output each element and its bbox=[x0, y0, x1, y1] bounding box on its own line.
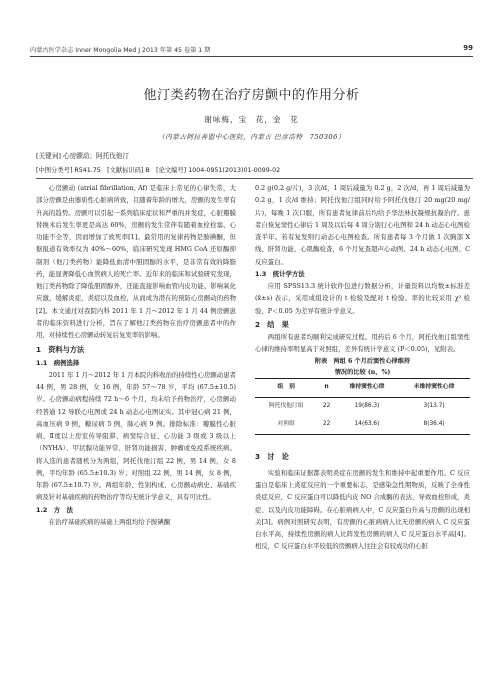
section-1-2-text: 在治疗基础疾病的基础上两组均给予胺碘酮 bbox=[48, 517, 171, 526]
table-header-cell: n bbox=[324, 384, 329, 391]
intro-paragraph: 心房颤动 (atrial fibrillation, Af) 是临床上常见的心律失常，大部分房颤是由器质性心脏病所致，且随着年龄的增大，房颤的发生率有升高的趋势。房颤可以引起一系列临床症状和严重的并发症，心脏瓣膜替换术后发生率更是高达 60%，房颤的发生常伴有随着血栓栓塞、心功能不全等，因而增加了致死率[1]。最常用的复律药物是胺碘酮，但据报道有效率仅为 40%～60%，临床研究发现 HMG CoA 还原酶抑制剂（他汀类药物）能降低血清中胆固醇的水平，是非常有效的降脂药，能显著降低心血管病人的死亡率。近年来的临床和试验研究发现，他汀类药物除了降低胆固醇外，还能直接影响血管内皮功能、影响氧化应激、缓解炎症，炎症以及血栓，从而成为潜在的预防心房颤动的药物[2]。本文通过对我院内科 2011 年 1 月～2012 年 1 月 44 例房颤患者的临床资料进行分析，旨在了解他汀类药物在治疗房颤患者中的作用，对持续性心房颤动转复后复发率的影响。 bbox=[36, 184, 236, 339]
page-number: 99 bbox=[463, 44, 473, 52]
section-1-3-heading: 1.3 统计学方法 bbox=[255, 269, 305, 278]
table-cell: 22 bbox=[322, 421, 331, 428]
table-cell: 3(13.7) bbox=[423, 403, 445, 410]
section-1-heading: 1 资料与方法 bbox=[36, 345, 85, 355]
section-1-3-text: 应用 SPSS13.3 统计软件包进行数据分析，计量资料以均数±标准差 (x̄±s) 表示，采用成组设计的 t 检验及配对 t 检验，率的比较采用 χ² 检验，P＜0.05 为差异有统计学意义。 bbox=[255, 282, 470, 315]
table-header-cell: 组 别 bbox=[277, 384, 295, 391]
section-1-2-heading: 1.2 方 法 bbox=[36, 505, 73, 514]
article-title: 他汀类药物在治疗房颤中的作用分析 bbox=[143, 88, 360, 103]
table-header-row bbox=[255, 378, 470, 397]
article-affiliation: （内蒙古阿拉善盟中心医院，内蒙古 巴彦浩特 750306） bbox=[158, 133, 345, 141]
methods-continued-text: 0.2 g(0.2 g/片)，3 次/d，1 周后减量为 0.2 g，2 次/d，再 1 周后减量为 0.2 g，1 次/d 维持；阿托伐他汀组同时给予阿托伐他汀 20 mg(20 mg/片)，每晚 1 次口服，所有患者复律前后均给予华法林抗凝规抗凝治疗。患者自恢复窦性心律后 1 周及以后每 4 周分别行心电图和 24 h 动态心电图检查半年。若有复发则行动态心电图检查。所有患者每 3 个月做 1 次胸部 X 线、肝肾功能、心肌酶检查，6 个月复查超声心动图、24 h 动态心电图、C 反应蛋白。 bbox=[255, 184, 470, 266]
table-cell: 对照组 bbox=[277, 421, 295, 428]
table-caption-line-1: 附表 两组 6 个月后窦性心律维持 bbox=[314, 357, 411, 365]
table-cell: 19(86.3) bbox=[354, 403, 380, 410]
section-1-1-heading: 1.1 病例选择 bbox=[36, 358, 80, 367]
section-3-heading: 3 讨 论 bbox=[255, 451, 289, 461]
running-header bbox=[30, 44, 473, 57]
classification-line: [中图分类号] R541.75 [文献标识码] B [论文编号] 1004-0951(2013)01-0099-02 bbox=[36, 167, 281, 174]
right-column bbox=[255, 182, 470, 553]
section-2-heading: 2 结 果 bbox=[255, 319, 289, 329]
article-authors: 谢咏梅，宝 花，金 花 bbox=[204, 115, 299, 124]
table-row bbox=[255, 416, 470, 435]
table-cell: 阿托伐他汀组 bbox=[268, 403, 304, 410]
header-divider bbox=[36, 178, 473, 179]
table-row bbox=[255, 397, 470, 416]
left-column bbox=[36, 182, 236, 652]
section-2-text: 两组所有患者均顺利完成研究过程。用药后 6 个月，阿托伐他汀组窦性心律的维持率明显高于对照组，差异有统计学意义 (P＜0.05)，见附表。 bbox=[255, 333, 470, 354]
table-cell: 22 bbox=[322, 403, 331, 410]
results-table bbox=[255, 378, 470, 435]
keywords: [关键词] 心房颤动；阿托伐他汀 bbox=[36, 152, 129, 160]
table-header-cell: 维持窦性心律 bbox=[349, 384, 385, 391]
section-3-text: 实验和临床证据都表明炎症在房颤的发生和维持中起重要作用。C 反应蛋白是临床上炎症反应的一个重要标志，是感染急性期物质，反映了全身性炎症反应，C 反应蛋白可以降低内皮 NO 合成酶的表达，导致血栓形成，炎症、以及内皮功能障碍。在心脏病病人中，C 反应蛋白升高与房颤的出现相关[3]。病例对照研究表明，有房颤的心脏病病人比无房颤的病人 C 反应蛋白水平高，持续性房颤的病人比阵发性房颤的病人 C 反应蛋白水平高[4]。相反，C 反应蛋白水平较低的房颤病人往往会有较成功的心脏 bbox=[255, 468, 470, 551]
journal-name: 内蒙古医学杂志 Inner Mongolia Med J 2013 年第 45 卷第 1 期 bbox=[30, 47, 211, 54]
table-cell: 14(63.6) bbox=[354, 421, 380, 428]
table-cell: 8(36.4) bbox=[423, 421, 445, 428]
table-header-cell: 未维持窦性心律 bbox=[413, 384, 455, 391]
table-caption-line-2: 情况的比较 (n，%) bbox=[334, 368, 391, 376]
section-1-1-text: 2011 年 1 月～2012 年 1 月本院内科收治的持续性心房颤动患者 44 例，男 28 例，女 16 例，年龄 57～78 岁，平均 (67.5±10.5) 岁。心房颤动病程持续 72 h～6 个月，均未给予药物治疗，心房颤动经普通 12 导联心电图或 24 h 动态心电图证实。其中冠心病 21 例，高血压病 9 例，糖尿病 5 例，肺心病 9 例。排除标准：瓣膜性心脏病、Ⅱ度以上房室传导阻滞、病窦综合征、心功能 3 级或 3 级以上（NYHA）、甲状腺功能异常、肝肾功能损害、肿瘤或免疫系统疾病。将入选的患者随机分为两组，阿托伐他汀组 22 例，男 14 例，女 8 例，平均年龄 (65.5±10.3) 岁；对照组 22 例，男 14 例，女 8 例，年龄 (67.5±10.7) 岁。两组年龄、性别构成、心房颤动病史、基础疾病及针对基础疾病的药物治疗等均无统计学意义，具有可比性。 bbox=[36, 370, 236, 502]
